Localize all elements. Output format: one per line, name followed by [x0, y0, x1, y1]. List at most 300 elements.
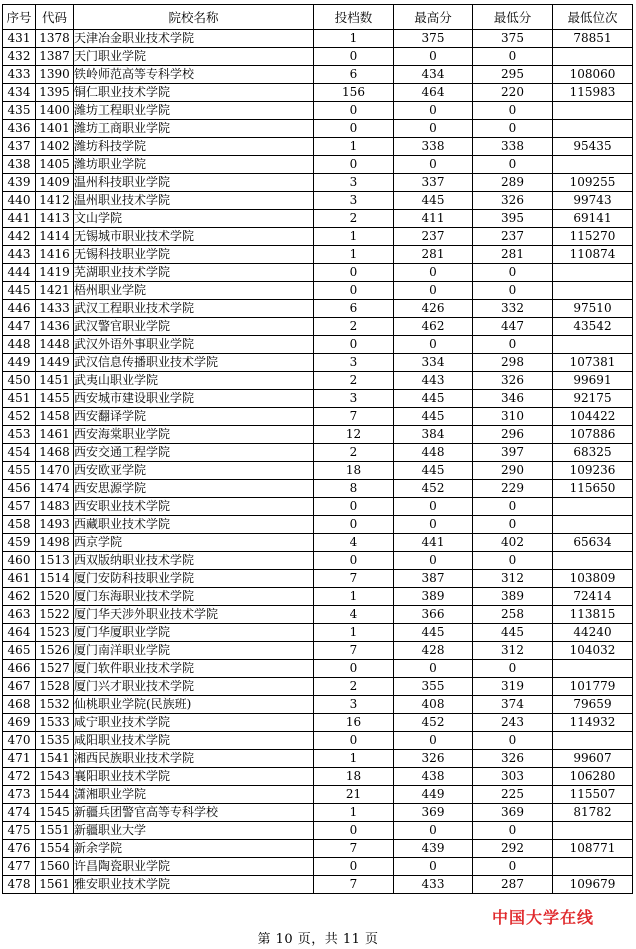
min-rank-cell: 108060 [553, 66, 633, 84]
min-score-cell: 374 [473, 696, 553, 714]
school-name-cell: 文山学院 [74, 210, 314, 228]
table-row [3, 480, 633, 498]
min-rank-cell: 99607 [553, 750, 633, 768]
table-row [3, 534, 633, 552]
table-row [3, 804, 633, 822]
table-row [3, 318, 633, 336]
code-cell: 1419 [36, 264, 74, 282]
seq-cell: 439 [3, 174, 36, 192]
table-row [3, 606, 633, 624]
min-score-cell: 0 [473, 822, 553, 840]
header-max-score: 最高分 [394, 5, 473, 30]
seq-cell: 443 [3, 246, 36, 264]
table-row [3, 84, 633, 102]
seq-cell: 468 [3, 696, 36, 714]
admit-count-cell: 156 [314, 84, 394, 102]
min-score-cell: 220 [473, 84, 553, 102]
seq-cell: 455 [3, 462, 36, 480]
table-row [3, 120, 633, 138]
seq-cell: 434 [3, 84, 36, 102]
max-score-cell: 0 [394, 120, 473, 138]
min-rank-cell [553, 102, 633, 120]
admit-count-cell: 16 [314, 714, 394, 732]
seq-cell: 464 [3, 624, 36, 642]
min-rank-cell [553, 822, 633, 840]
table-row [3, 408, 633, 426]
code-cell: 1468 [36, 444, 74, 462]
code-cell: 1551 [36, 822, 74, 840]
school-name-cell: 无锡科技职业学院 [74, 246, 314, 264]
min-score-cell: 295 [473, 66, 553, 84]
max-score-cell: 462 [394, 318, 473, 336]
seq-cell: 452 [3, 408, 36, 426]
admit-count-cell: 21 [314, 786, 394, 804]
school-name-cell: 西京学院 [74, 534, 314, 552]
min-rank-cell: 65634 [553, 534, 633, 552]
seq-cell: 433 [3, 66, 36, 84]
table-row [3, 642, 633, 660]
table-row [3, 498, 633, 516]
min-score-cell: 326 [473, 192, 553, 210]
table-row [3, 678, 633, 696]
admit-count-cell: 1 [314, 588, 394, 606]
seq-cell: 457 [3, 498, 36, 516]
school-name-cell: 襄阳职业技术学院 [74, 768, 314, 786]
seq-cell: 453 [3, 426, 36, 444]
school-name-cell: 湘西民族职业技术学院 [74, 750, 314, 768]
school-name-cell: 西安海棠职业学院 [74, 426, 314, 444]
seq-cell: 442 [3, 228, 36, 246]
admit-count-cell: 0 [314, 102, 394, 120]
seq-cell: 438 [3, 156, 36, 174]
table-row [3, 660, 633, 678]
code-cell: 1560 [36, 858, 74, 876]
school-name-cell: 西安思源学院 [74, 480, 314, 498]
max-score-cell: 326 [394, 750, 473, 768]
page-footer: 第 10 页，共 11 页 [257, 932, 379, 947]
admit-count-cell: 7 [314, 840, 394, 858]
admit-count-cell: 7 [314, 642, 394, 660]
admit-count-cell: 0 [314, 48, 394, 66]
max-score-cell: 0 [394, 498, 473, 516]
admit-count-cell: 18 [314, 768, 394, 786]
min-rank-cell [553, 156, 633, 174]
min-score-cell: 225 [473, 786, 553, 804]
max-score-cell: 439 [394, 840, 473, 858]
seq-cell: 450 [3, 372, 36, 390]
header-min-score: 最低分 [473, 5, 553, 30]
admission-score-table [2, 4, 633, 894]
code-cell: 1449 [36, 354, 74, 372]
code-cell: 1402 [36, 138, 74, 156]
max-score-cell: 384 [394, 426, 473, 444]
min-rank-cell [553, 264, 633, 282]
school-name-cell: 西藏职业技术学院 [74, 516, 314, 534]
admit-count-cell: 2 [314, 210, 394, 228]
seq-cell: 462 [3, 588, 36, 606]
min-rank-cell [553, 660, 633, 678]
school-name-cell: 武夷山职业学院 [74, 372, 314, 390]
school-name-cell: 铜仁职业技术学院 [74, 84, 314, 102]
school-name-cell: 潍坊职业学院 [74, 156, 314, 174]
max-score-cell: 426 [394, 300, 473, 318]
min-score-cell: 296 [473, 426, 553, 444]
admit-count-cell: 3 [314, 696, 394, 714]
min-score-cell: 287 [473, 876, 553, 894]
code-cell: 1528 [36, 678, 74, 696]
school-name-cell: 梧州职业学院 [74, 282, 314, 300]
seq-cell: 471 [3, 750, 36, 768]
max-score-cell: 448 [394, 444, 473, 462]
min-score-cell: 298 [473, 354, 553, 372]
code-cell: 1514 [36, 570, 74, 588]
seq-cell: 432 [3, 48, 36, 66]
seq-cell: 445 [3, 282, 36, 300]
max-score-cell: 334 [394, 354, 473, 372]
code-cell: 1421 [36, 282, 74, 300]
table-row [3, 354, 633, 372]
min-score-cell: 346 [473, 390, 553, 408]
code-cell: 1412 [36, 192, 74, 210]
school-name-cell: 厦门兴才职业技术学院 [74, 678, 314, 696]
max-score-cell: 375 [394, 30, 473, 48]
max-score-cell: 0 [394, 102, 473, 120]
code-cell: 1436 [36, 318, 74, 336]
school-name-cell: 武汉外语外事职业学院 [74, 336, 314, 354]
code-cell: 1544 [36, 786, 74, 804]
min-score-cell: 0 [473, 102, 553, 120]
min-rank-cell [553, 732, 633, 750]
min-rank-cell: 44240 [553, 624, 633, 642]
min-rank-cell: 95435 [553, 138, 633, 156]
admit-count-cell: 3 [314, 192, 394, 210]
seq-cell: 444 [3, 264, 36, 282]
seq-cell: 435 [3, 102, 36, 120]
max-score-cell: 441 [394, 534, 473, 552]
min-rank-cell [553, 120, 633, 138]
admit-count-cell: 2 [314, 444, 394, 462]
table-row [3, 732, 633, 750]
max-score-cell: 445 [394, 624, 473, 642]
seq-cell: 440 [3, 192, 36, 210]
school-name-cell: 潍坊工程职业学院 [74, 102, 314, 120]
school-name-cell: 西安职业技术学院 [74, 498, 314, 516]
max-score-cell: 411 [394, 210, 473, 228]
seq-cell: 478 [3, 876, 36, 894]
min-rank-cell: 109236 [553, 462, 633, 480]
min-score-cell: 0 [473, 732, 553, 750]
code-cell: 1416 [36, 246, 74, 264]
max-score-cell: 0 [394, 552, 473, 570]
admit-count-cell: 1 [314, 750, 394, 768]
min-rank-cell: 109255 [553, 174, 633, 192]
school-name-cell: 温州职业技术学院 [74, 192, 314, 210]
min-rank-cell: 113815 [553, 606, 633, 624]
min-score-cell: 0 [473, 48, 553, 66]
max-score-cell: 443 [394, 372, 473, 390]
school-name-cell: 西安交通工程学院 [74, 444, 314, 462]
admit-count-cell: 2 [314, 372, 394, 390]
min-rank-cell: 101779 [553, 678, 633, 696]
min-score-cell: 237 [473, 228, 553, 246]
school-name-cell: 西安翻译学院 [74, 408, 314, 426]
school-name-cell: 天门职业学院 [74, 48, 314, 66]
admit-count-cell: 4 [314, 534, 394, 552]
max-score-cell: 0 [394, 264, 473, 282]
min-rank-cell: 114932 [553, 714, 633, 732]
min-rank-cell: 69141 [553, 210, 633, 228]
min-rank-cell: 104422 [553, 408, 633, 426]
table-row [3, 786, 633, 804]
seq-cell: 470 [3, 732, 36, 750]
min-score-cell: 447 [473, 318, 553, 336]
seq-cell: 474 [3, 804, 36, 822]
school-name-cell: 潍坊工商职业学院 [74, 120, 314, 138]
min-score-cell: 0 [473, 858, 553, 876]
seq-cell: 461 [3, 570, 36, 588]
max-score-cell: 0 [394, 516, 473, 534]
min-score-cell: 338 [473, 138, 553, 156]
table-row [3, 876, 633, 894]
seq-cell: 477 [3, 858, 36, 876]
header-code: 代码 [36, 5, 74, 30]
code-cell: 1378 [36, 30, 74, 48]
min-rank-cell: 81782 [553, 804, 633, 822]
school-name-cell: 厦门安防科技职业学院 [74, 570, 314, 588]
seq-cell: 454 [3, 444, 36, 462]
admit-count-cell: 12 [314, 426, 394, 444]
school-name-cell: 雅安职业技术学院 [74, 876, 314, 894]
min-rank-cell: 115507 [553, 786, 633, 804]
table-row [3, 552, 633, 570]
max-score-cell: 445 [394, 192, 473, 210]
table-row [3, 66, 633, 84]
min-rank-cell: 68325 [553, 444, 633, 462]
admit-count-cell: 2 [314, 678, 394, 696]
school-name-cell: 咸阳职业技术学院 [74, 732, 314, 750]
max-score-cell: 389 [394, 588, 473, 606]
min-rank-cell: 92175 [553, 390, 633, 408]
code-cell: 1413 [36, 210, 74, 228]
seq-cell: 436 [3, 120, 36, 138]
min-score-cell: 0 [473, 336, 553, 354]
code-cell: 1498 [36, 534, 74, 552]
min-score-cell: 369 [473, 804, 553, 822]
admit-count-cell: 1 [314, 624, 394, 642]
min-rank-cell [553, 48, 633, 66]
min-score-cell: 303 [473, 768, 553, 786]
min-rank-cell: 99691 [553, 372, 633, 390]
table-row [3, 624, 633, 642]
min-rank-cell: 72414 [553, 588, 633, 606]
min-score-cell: 281 [473, 246, 553, 264]
seq-cell: 441 [3, 210, 36, 228]
table-header-row [3, 5, 633, 30]
table-row [3, 102, 633, 120]
min-score-cell: 375 [473, 30, 553, 48]
code-cell: 1387 [36, 48, 74, 66]
min-score-cell: 310 [473, 408, 553, 426]
seq-cell: 467 [3, 678, 36, 696]
min-rank-cell: 79659 [553, 696, 633, 714]
seq-cell: 473 [3, 786, 36, 804]
admit-count-cell: 7 [314, 876, 394, 894]
admit-count-cell: 3 [314, 354, 394, 372]
admit-count-cell: 1 [314, 138, 394, 156]
school-name-cell: 潍坊科技学院 [74, 138, 314, 156]
admit-count-cell: 0 [314, 282, 394, 300]
table-row [3, 714, 633, 732]
table-row [3, 372, 633, 390]
min-score-cell: 243 [473, 714, 553, 732]
code-cell: 1535 [36, 732, 74, 750]
school-name-cell: 武汉警官职业学院 [74, 318, 314, 336]
seq-cell: 448 [3, 336, 36, 354]
code-cell: 1448 [36, 336, 74, 354]
max-score-cell: 428 [394, 642, 473, 660]
admit-count-cell: 0 [314, 552, 394, 570]
seq-cell: 458 [3, 516, 36, 534]
min-rank-cell: 109679 [553, 876, 633, 894]
code-cell: 1395 [36, 84, 74, 102]
table-row [3, 156, 633, 174]
code-cell: 1474 [36, 480, 74, 498]
admit-count-cell: 0 [314, 858, 394, 876]
max-score-cell: 434 [394, 66, 473, 84]
admit-count-cell: 4 [314, 606, 394, 624]
min-rank-cell: 107886 [553, 426, 633, 444]
code-cell: 1400 [36, 102, 74, 120]
code-cell: 1409 [36, 174, 74, 192]
code-cell: 1526 [36, 642, 74, 660]
school-name-cell: 西安欧亚学院 [74, 462, 314, 480]
max-score-cell: 438 [394, 768, 473, 786]
school-name-cell: 许昌陶瓷职业学院 [74, 858, 314, 876]
admit-count-cell: 0 [314, 732, 394, 750]
max-score-cell: 0 [394, 156, 473, 174]
table-row [3, 336, 633, 354]
seq-cell: 437 [3, 138, 36, 156]
max-score-cell: 366 [394, 606, 473, 624]
min-rank-cell [553, 858, 633, 876]
code-cell: 1532 [36, 696, 74, 714]
min-score-cell: 389 [473, 588, 553, 606]
min-rank-cell [553, 516, 633, 534]
code-cell: 1545 [36, 804, 74, 822]
max-score-cell: 337 [394, 174, 473, 192]
min-score-cell: 326 [473, 372, 553, 390]
table-row [3, 48, 633, 66]
seq-cell: 469 [3, 714, 36, 732]
school-name-cell: 厦门南洋职业学院 [74, 642, 314, 660]
min-score-cell: 445 [473, 624, 553, 642]
max-score-cell: 0 [394, 336, 473, 354]
max-score-cell: 445 [394, 462, 473, 480]
admit-count-cell: 0 [314, 336, 394, 354]
school-name-cell: 武汉工程职业技术学院 [74, 300, 314, 318]
code-cell: 1523 [36, 624, 74, 642]
max-score-cell: 0 [394, 732, 473, 750]
admit-count-cell: 3 [314, 174, 394, 192]
table-row [3, 264, 633, 282]
admit-count-cell: 1 [314, 228, 394, 246]
max-score-cell: 0 [394, 282, 473, 300]
max-score-cell: 433 [394, 876, 473, 894]
school-name-cell: 天津冶金职业技术学院 [74, 30, 314, 48]
min-rank-cell: 106280 [553, 768, 633, 786]
code-cell: 1541 [36, 750, 74, 768]
table-row [3, 300, 633, 318]
seq-cell: 475 [3, 822, 36, 840]
admit-count-cell: 0 [314, 156, 394, 174]
seq-cell: 465 [3, 642, 36, 660]
admit-count-cell: 1 [314, 804, 394, 822]
admit-count-cell: 6 [314, 66, 394, 84]
admit-count-cell: 2 [314, 318, 394, 336]
table-row [3, 138, 633, 156]
header-seq: 序号 [3, 5, 36, 30]
school-name-cell: 厦门东海职业技术学院 [74, 588, 314, 606]
min-rank-cell [553, 552, 633, 570]
table-row [3, 282, 633, 300]
code-cell: 1451 [36, 372, 74, 390]
max-score-cell: 0 [394, 822, 473, 840]
code-cell: 1455 [36, 390, 74, 408]
min-rank-cell [553, 498, 633, 516]
min-rank-cell: 115983 [553, 84, 633, 102]
watermark-logo-text: 中国大学在线 [492, 908, 595, 927]
min-score-cell: 0 [473, 156, 553, 174]
school-name-cell: 厦门华厦职业学院 [74, 624, 314, 642]
school-name-cell: 铁岭师范高等专科学校 [74, 66, 314, 84]
min-rank-cell: 43542 [553, 318, 633, 336]
min-rank-cell: 108771 [553, 840, 633, 858]
min-score-cell: 258 [473, 606, 553, 624]
school-name-cell: 武汉信息传播职业技术学院 [74, 354, 314, 372]
code-cell: 1461 [36, 426, 74, 444]
max-score-cell: 369 [394, 804, 473, 822]
table-row [3, 210, 633, 228]
min-rank-cell: 115650 [553, 480, 633, 498]
table-row [3, 768, 633, 786]
table-row [3, 228, 633, 246]
max-score-cell: 449 [394, 786, 473, 804]
code-cell: 1522 [36, 606, 74, 624]
table-row [3, 462, 633, 480]
code-cell: 1458 [36, 408, 74, 426]
header-school-name: 院校名称 [74, 5, 314, 30]
code-cell: 1527 [36, 660, 74, 678]
code-cell: 1520 [36, 588, 74, 606]
admit-count-cell: 18 [314, 462, 394, 480]
max-score-cell: 338 [394, 138, 473, 156]
admit-count-cell: 0 [314, 516, 394, 534]
table-row [3, 246, 633, 264]
max-score-cell: 452 [394, 480, 473, 498]
seq-cell: 447 [3, 318, 36, 336]
max-score-cell: 0 [394, 660, 473, 678]
school-name-cell: 新余学院 [74, 840, 314, 858]
max-score-cell: 408 [394, 696, 473, 714]
min-score-cell: 326 [473, 750, 553, 768]
admit-count-cell: 8 [314, 480, 394, 498]
table-row [3, 696, 633, 714]
min-score-cell: 0 [473, 552, 553, 570]
max-score-cell: 281 [394, 246, 473, 264]
min-rank-cell [553, 282, 633, 300]
max-score-cell: 0 [394, 858, 473, 876]
seq-cell: 472 [3, 768, 36, 786]
